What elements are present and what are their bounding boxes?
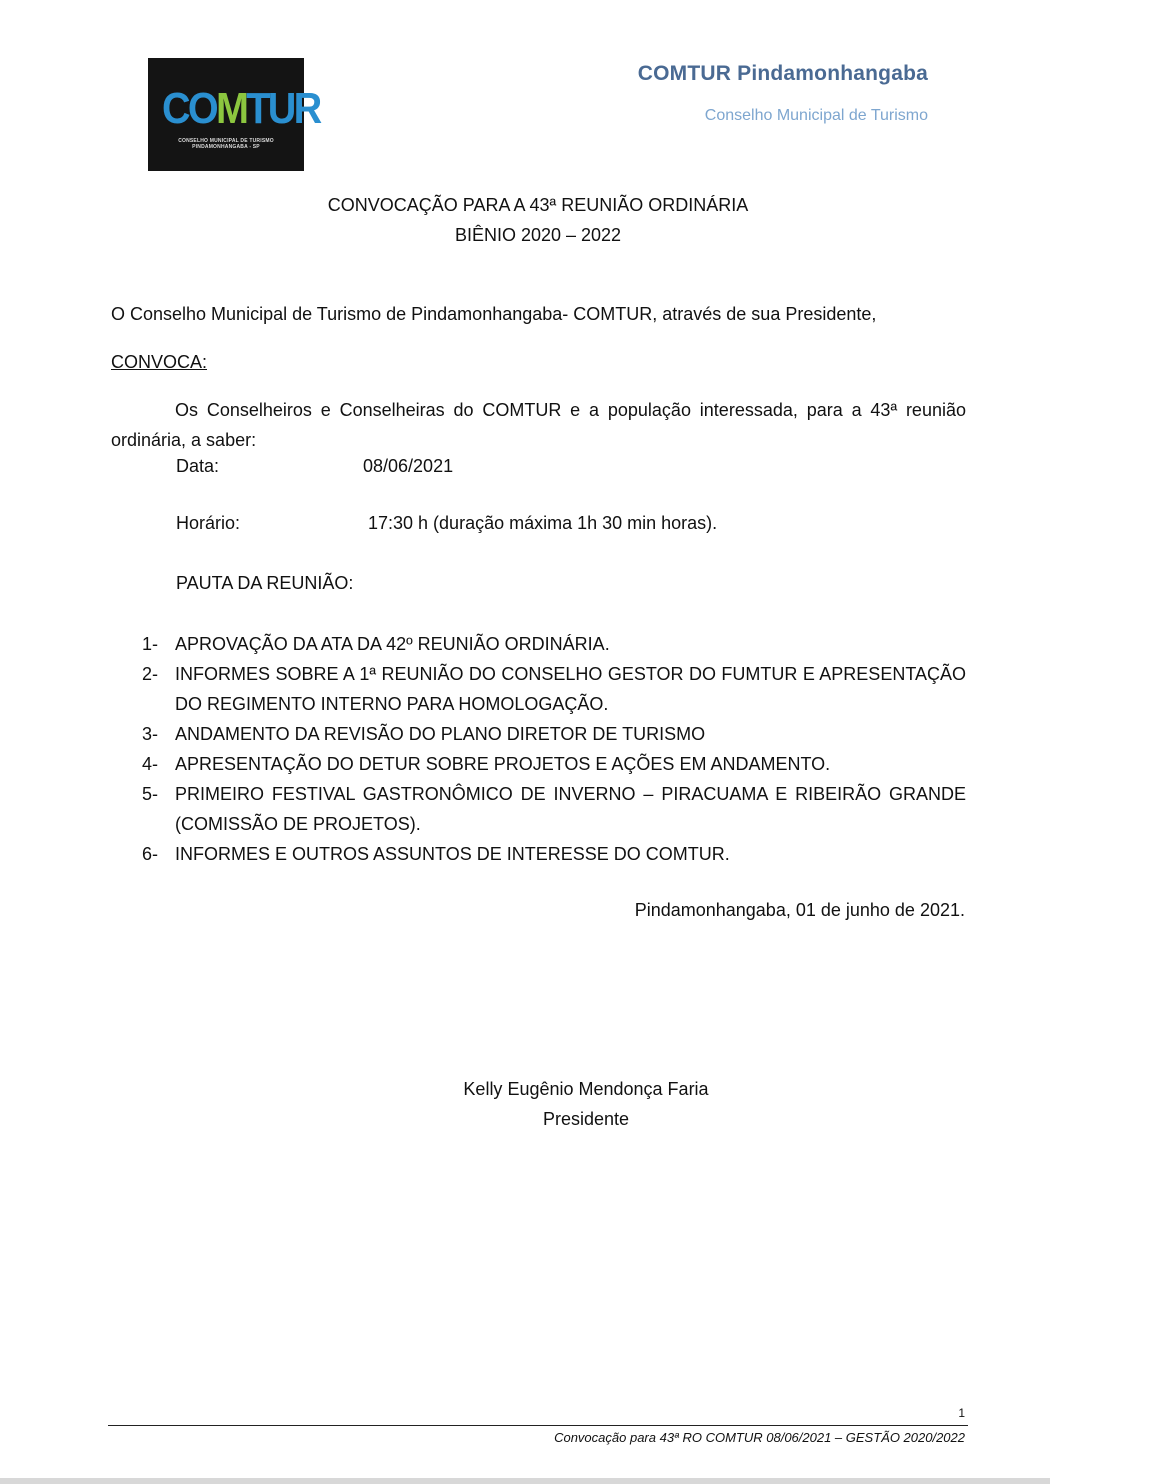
agenda-item-text: APROVAÇÃO DA ATA DA 42º REUNIÃO ORDINÁRIA. [175, 634, 610, 654]
agenda-item-text: PRIMEIRO FESTIVAL GASTRONÔMICO DE INVERNO – PIRACUAMA E RIBEIRÃO GRANDE (COMISSÃO DE PROJETOS). [175, 784, 966, 834]
intro-paragraph: O Conselho Municipal de Turismo de Pindamonhangaba- COMTUR, através de sua Presidente, [111, 304, 877, 324]
agenda-item-number: 2- [142, 664, 159, 684]
agenda-item-number: 5- [142, 784, 159, 804]
agenda-item-number: 3- [142, 724, 159, 744]
data-value: 08/06/2021 [363, 456, 454, 476]
agenda-list [142, 629, 966, 869]
data-label: Data: [176, 456, 220, 476]
agenda-item-number: 1- [142, 634, 159, 654]
agenda-item-text: APRESENTAÇÃO DO DETUR SOBRE PROJETOS E AÇÕES EM ANDAMENTO. [175, 754, 831, 774]
header-org-name: COMTUR Pindamonhangaba [637, 62, 928, 85]
agenda-item [142, 659, 966, 719]
place-date: Pindamonhangaba, 01 de junho de 2021. [634, 900, 965, 920]
pauta-heading: PAUTA DA REUNIÃO: [176, 573, 354, 593]
title-line-2: BIÊNIO 2020 – 2022 [454, 225, 622, 245]
title-line-1: CONVOCAÇÃO PARA A 43ª REUNIÃO ORDINÁRIA [327, 195, 749, 215]
agenda-item [142, 749, 966, 779]
comtur-logo [148, 58, 320, 171]
header-subtitle: Conselho Municipal de Turismo [704, 107, 928, 124]
page-bottom-edge [0, 1478, 1050, 1484]
agenda-item-text: INFORMES SOBRE A 1ª REUNIÃO DO CONSELHO GESTOR DO FUMTUR E APRESENTAÇÃO DO REGIMENTO INTERNO PARA HOMOLOGAÇÃO. [175, 664, 966, 714]
agenda-item [142, 719, 966, 749]
footer-divider [108, 1425, 968, 1426]
agenda-item-text: INFORMES E OUTROS ASSUNTOS DE INTERESSE DO COMTUR. [175, 844, 730, 864]
logo-wordmark: COMTUR [162, 84, 320, 133]
horario-value: 17:30 h (duração máxima 1h 30 min horas). [368, 513, 718, 533]
body-paragraph: Os Conselheiros e Conselheiras do COMTUR e a população interessada, para a 43ª reunião ordinária, a saber: [111, 400, 966, 450]
agenda-item-number: 6- [142, 844, 159, 864]
convoca-heading: CONVOCA: [111, 352, 208, 372]
agenda-item-number: 4- [142, 754, 159, 774]
page-number: 1 [958, 1406, 965, 1420]
agenda-item [142, 779, 966, 839]
footer-text: Convocação para 43ª RO COMTUR 08/06/2021 – GESTÃO 2020/2022 [554, 1430, 965, 1445]
agenda-item-text: ANDAMENTO DA REVISÃO DO PLANO DIRETOR DE TURISMO [175, 724, 706, 744]
logo-subtitle: CONSELHO MUNICIPAL DE TURISMO PINDAMONHANGABA - SP [178, 138, 274, 150]
signatory-name: Kelly Eugênio Mendonça Faria [463, 1079, 709, 1099]
agenda-item [142, 839, 966, 869]
signatory-role: Presidente [542, 1109, 630, 1129]
horario-label: Horário: [176, 513, 241, 533]
agenda-item [142, 629, 966, 659]
